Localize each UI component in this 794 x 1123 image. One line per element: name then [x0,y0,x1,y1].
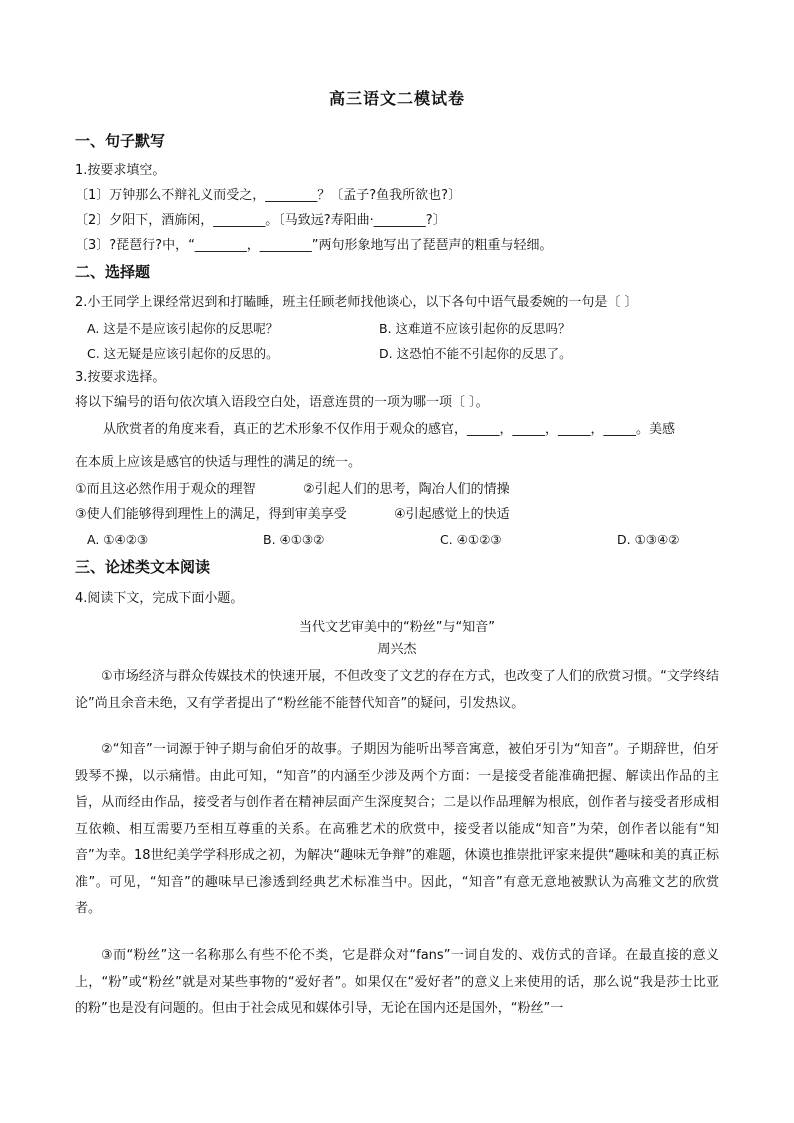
q2-option-b: B. 这难道不应该引起你的反思吗？ [379,321,571,336]
q2-option-a: A. 这是不是应该引起你的反思呢？ [87,321,279,336]
article-paragraph-3: ③而“粉丝”这一名称那么有些不伦不类，它是群众对“fans”一词自发的、戏仿式的音译。在最直接的意义上，“粉”或“粉丝”就是对某些事物的“爱好者”。如果仅在“爱好者”的意义上来使用的话，那么说“我是莎士比亚的粉”也是没有问题的。但由于社会成见和媒体引导，无论在国内还是国外，“粉丝”一 [75,948,719,1016]
section-heading-3: 三、论述类文本阅读 [75,558,211,576]
section-heading-1: 一、句子默写 [75,132,166,150]
article-paragraph-2: ②“知音”一词源于钟子期与俞伯牙的故事。子期因为能听出琴音寓意，被伯牙引为“知音”。子期辞世，伯牙毁琴不操，以示痛惜。由此可知，“知音”的内涵至少涉及两个方面：一是接受者能准确把握、解读出作品的主旨，从而经由作品，接受者与创作者在精神层面产生深度契合；二是以作品理解为根底，创作者与接受者形成相互依赖、相互需要乃至相互尊重的关系。在高雅艺术的欣赏中，接受者以能成“知音”为荣，创作者以能有“知音”为幸。18世纪美学学科形成之初，为解决“趣味无争辩”的难题，休谟也推崇批评家来提供“趣味和美的真正标准”。可见，“知音”的趣味早已渗透到经典艺术标准当中。因此，“知音”有意无意地被默认为高雅文艺的欣赏者。 [75,742,719,916]
q2-stem: 2.小王同学上课经常迟到和打瞌睡，班主任顾老师找他谈心，以下各句中语气最委婉的一句是〔 〕 [75,295,638,310]
q3-passage-line-1: 从欣赏者的角度来看，真正的艺术形象不仅作用于观众的感官，_____，_____，_____，_____。美感 [103,422,676,437]
q3-item-1: ①而且这必然作用于观众的理智 [75,482,256,497]
q3-option-c: C. ④①②③ [440,532,502,547]
q3-stem: 3.按要求选择。 [75,370,166,385]
q3-instruction: 将以下编号的语句依次填入语段空白处，语意连贯的一项为哪一项〔 〕。 [75,395,489,410]
article-title: 当代文艺审美中的“粉丝”与“知音” [299,620,495,635]
q3-option-d: D. ①③④② [617,532,680,547]
article-paragraph-1: ①市场经济与群众传媒技术的快速开展，不但改变了文艺的存在方式，也改变了人们的欣赏习惯。“文学终结论”尚且余音未绝，又有学者提出了“粉丝能不能替代知音”的疑问，引发热议。 [75,669,719,711]
q3-item-2: ②引起人们的思考，陶冶人们的情操 [303,482,510,497]
q1-line-1: 〔1〕万钟那么不辩礼义而受之，________？〔孟子?鱼我所欲也?〕 [75,188,462,203]
article-author: 周兴杰 [377,642,417,657]
q3-item-4: ④引起感觉上的快适 [394,507,510,522]
q1-line-3: 〔3〕?琵琶行?中，“________，________”两句形象地写出了琵琶声的粗重与轻细。 [75,238,553,253]
q1-line-2: 〔2〕夕阳下，酒旆闲，________。〔马致远?寿阳曲·________?〕 [75,213,446,228]
q3-item-3: ③使人们能够得到理性上的满足，得到审美享受 [75,507,347,522]
q1-stem: 1.按要求填空。 [75,163,166,178]
q3-option-b: B. ④①③② [263,532,325,547]
section-heading-2: 二、选择题 [75,263,151,281]
page-title: 高三语文二模试卷 [328,89,465,108]
q4-stem: 4.阅读下文，完成下面小题。 [75,591,244,606]
q2-option-d: D. 这恐怕不能不引起你的反思了。 [379,346,572,361]
q3-passage-line-2: 在本质上应该是感官的快适与理性的满足的统一。 [75,455,362,470]
q3-option-a: A. ①④②③ [87,532,149,547]
q2-option-c: C. 这无疑是应该引起你的反思的。 [87,346,279,361]
